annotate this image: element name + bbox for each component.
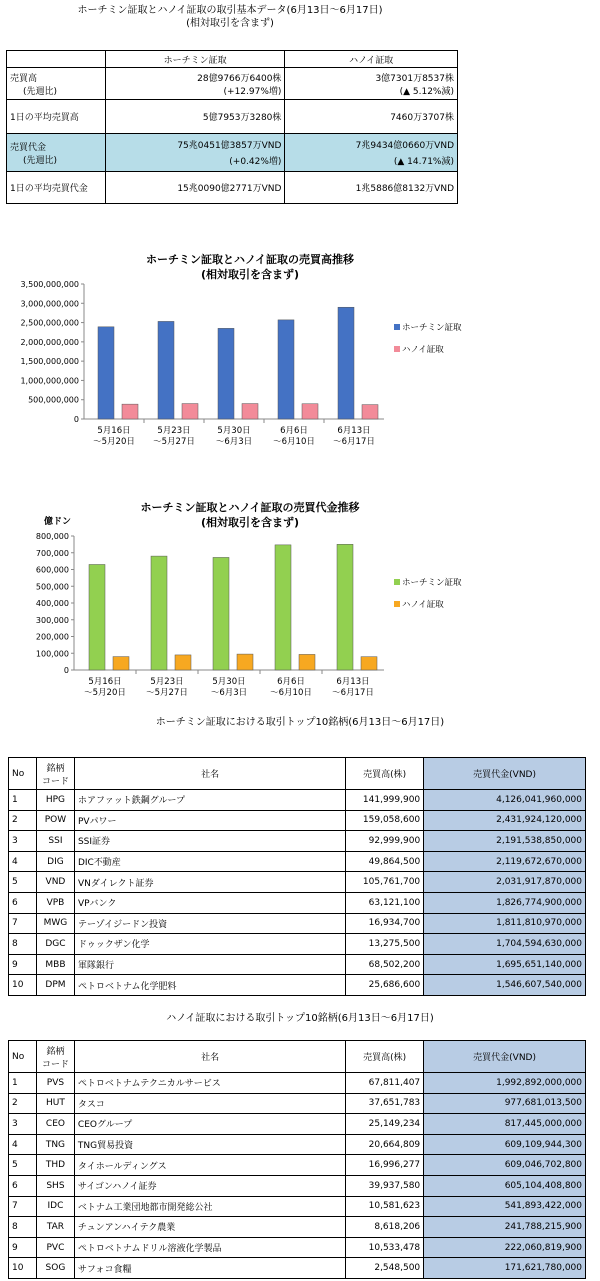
x-tick-label: 5月16日 [97,426,131,436]
summary-cell [285,134,458,172]
summary-row-label [7,100,106,134]
cell-volume: 8,618,206 [346,1217,424,1238]
cell-no: 10 [9,975,37,996]
table-row [9,1258,586,1279]
summary-cell-main: 3億7301万8537株 [375,73,454,84]
y-tick-label: 3,000,000,000 [20,299,79,309]
y-tick-label: 0 [63,666,69,675]
cell-no: 4 [9,851,37,872]
cell-no: 4 [9,1134,37,1155]
summary-row-label-main: 売買代金 [10,142,47,153]
header-cell [74,758,345,790]
cell-code: IDC [36,1196,74,1217]
cell-no: 6 [9,1175,37,1196]
bar-hcm [213,557,229,670]
cell-value: 1,826,774,900,000 [424,892,586,913]
table-row [9,1175,586,1196]
cell-value: 817,445,000,000 [424,1114,586,1135]
summary-cell [285,172,458,204]
x-tick-label: 〜5月20日 [84,688,126,698]
x-tick-label: 〜6月17日 [333,437,375,447]
header-label: 売買高(株) [363,1053,407,1063]
header-cell [346,758,424,790]
legend-label: ハノイ証取 [402,345,444,355]
cell-volume: 68,502,200 [346,954,424,975]
summary-cell-main: 7460万3707株 [390,113,454,123]
cell-code: MBB [36,954,74,975]
cell-name: ベトナム工業団地都市開発総公社 [74,1196,345,1217]
y-axis-label: 億ドン [44,517,72,527]
header-label: コード [41,1059,69,1070]
chart2-subtitle: (相対取引を含まず) [200,516,300,529]
cell-no: 8 [9,1217,37,1238]
cell-name: タスコ [74,1093,345,1114]
cell-volume: 13,275,500 [346,934,424,955]
y-tick-label: 2,000,000,000 [20,337,79,347]
cell-code: POW [36,810,74,831]
y-tick-label: 500,000,000 [28,395,79,405]
cell-no: 7 [9,913,37,934]
legend-label: ホーチミン証取 [402,323,462,333]
summary-cell-sub: (+0.42%増) [229,157,282,167]
x-tick-label: 〜5月20日 [93,437,135,447]
header-label: No [12,768,25,779]
cell-value: 1,695,651,140,000 [424,954,586,975]
hcm-top10-title: ホーチミン証取における取引トップ10銘柄(6月13日〜6月17日) [155,717,445,728]
table-row [9,872,586,893]
cell-volume: 16,996,277 [346,1155,424,1176]
summary-col-hcm: ホーチミン証取 [105,51,285,68]
summary-cell [105,68,285,100]
value-chart [0,508,600,708]
y-tick-label: 0 [73,415,79,424]
y-tick-label: 700,000 [35,548,69,558]
table-row [9,934,586,955]
x-tick-label: 6月6日 [280,426,308,436]
x-tick-label: 〜6月3日 [215,437,253,447]
cell-code: DGC [36,934,74,955]
header-label: 売買高(株) [363,770,407,780]
header-cell [36,1041,74,1073]
chart1-title: ホーチミン証取とハノイ証取の売買高推移 [145,253,354,266]
header-cell [424,1041,586,1073]
x-tick-label: 〜6月3日 [210,688,248,698]
cell-no: 9 [9,954,37,975]
summary-cell-main: 5億7953万3280株 [202,113,282,123]
cell-volume: 105,761,700 [346,872,424,893]
y-tick-label: 2,500,000,000 [20,318,79,328]
cell-value: 2,191,538,850,000 [424,831,586,852]
cell-name: VNダイレクト証券 [74,872,345,893]
cell-code: DPM [36,975,74,996]
cell-no: 8 [9,934,37,955]
cell-value: 609,109,944,300 [424,1134,586,1155]
cell-name: チュンアンハイテク農業 [74,1217,345,1238]
table-row [9,810,586,831]
table-row [9,1134,586,1155]
x-tick-label: 〜5月27日 [153,437,195,447]
header-cell [74,1041,345,1073]
cell-no: 9 [9,1237,37,1258]
summary-cell-sub: (▲ 5.12%減) [399,86,454,97]
cell-volume: 49,864,500 [346,851,424,872]
header-cell [9,758,37,790]
summary-cell-main: 75兆0451億3857万VND [177,141,282,151]
header-label: No [12,1051,25,1062]
table-row [9,831,586,852]
table-row [9,975,586,996]
header-label: 社名 [201,770,220,780]
cell-volume: 25,686,600 [346,975,424,996]
header-label: コード [41,776,69,787]
chart1-subtitle: (相対取引を含まず) [200,268,300,281]
cell-no: 5 [9,1155,37,1176]
hn-top10-table [8,1040,586,1279]
cell-code: SOG [36,1258,74,1279]
x-tick-label: 5月23日 [157,426,191,436]
header-label: 社名 [201,1053,220,1063]
cell-value: 171,621,780,000 [424,1258,586,1279]
cell-no: 2 [9,1093,37,1114]
cell-name: CEOグループ [74,1114,345,1135]
summary-cell [105,134,285,172]
bar-hcm [158,321,174,419]
cell-value: 1,992,892,000,000 [424,1073,586,1094]
header-label: 売買代金(VND) [473,770,536,780]
table-row [9,1196,586,1217]
summary-cell-main: 7兆9434億0660万VND [355,141,454,151]
summary-cell-sub: (+12.97%増) [223,86,282,97]
cell-no: 2 [9,810,37,831]
x-tick-label: 6月6日 [277,677,305,687]
table-row [9,954,586,975]
summary-row-label [7,172,106,204]
cell-value: 2,031,917,870,000 [424,872,586,893]
cell-no: 1 [9,790,37,811]
cell-value: 241,788,215,900 [424,1217,586,1238]
cell-name: VPバンク [74,892,345,913]
report-title-line2: (相対取引を含まず) [186,18,274,29]
legend-swatch [394,346,400,352]
bar-hcm [275,545,291,670]
cell-value: 1,811,810,970,000 [424,913,586,934]
summary-row-label-sub: (先週比) [22,155,58,166]
table-row [9,1093,586,1114]
table-row [9,1237,586,1258]
y-tick-label: 600,000 [35,565,69,575]
header-label: 銘柄 [46,763,65,774]
table-row [9,1217,586,1238]
bar-hcm [218,328,234,419]
summary-col-hn: ハノイ証取 [285,51,458,68]
summary-row-label-main: 売買高 [10,73,38,84]
cell-code: PVS [36,1073,74,1094]
header-cell [9,1041,37,1073]
cell-code: CEO [36,1114,74,1135]
legend-swatch [394,579,400,585]
y-tick-label: 400,000 [35,599,69,608]
bar-hcm [337,544,353,670]
cell-value: 609,046,702,800 [424,1155,586,1176]
report-title [0,4,460,30]
bar-hn [113,657,129,670]
cell-name: DIC不動産 [74,851,345,872]
bar-hn [237,654,253,670]
x-tick-label: 〜5月27日 [146,688,188,698]
chart2-title: ホーチミン証取とハノイ証取の売買代金推移 [140,501,360,514]
hcm-top10-table [8,757,586,996]
cell-volume: 141,999,900 [346,790,424,811]
cell-code: SSI [36,831,74,852]
summary-cell [105,172,285,204]
summary-row-label [7,68,106,100]
bar-hcm [98,327,114,419]
header-label: 売買代金(VND) [473,1053,536,1063]
cell-code: HPG [36,790,74,811]
cell-name: TNG貿易投資 [74,1134,345,1155]
hn-top10-title: ハノイ証取における取引トップ10銘柄(6月13日〜6月17日) [166,1013,434,1024]
y-tick-label: 1,000,000,000 [20,376,79,386]
cell-volume: 10,581,623 [346,1196,424,1217]
cell-no: 6 [9,892,37,913]
cell-volume: 67,811,407 [346,1073,424,1094]
bar-hcm [89,564,105,670]
cell-code: MWG [36,913,74,934]
summary-cell-main: 28億9766万6400株 [197,73,282,84]
summary-row-label-main: 1日の平均売買高 [10,113,79,123]
bar-hcm [338,307,354,419]
report-title-line1: ホーチミン証取とハノイ証取の取引基本データ(6月13日〜6月17日) [77,5,383,16]
cell-no: 1 [9,1073,37,1094]
y-tick-label: 1,500,000,000 [20,357,79,367]
y-tick-label: 3,500,000,000 [20,280,79,289]
cell-value: 977,681,013,500 [424,1093,586,1114]
header-cell [36,758,74,790]
cell-name: ホアファット鉄鋼グループ [74,790,345,811]
cell-no: 3 [9,831,37,852]
cell-value: 605,104,408,800 [424,1175,586,1196]
cell-code: SHS [36,1175,74,1196]
header-cell [424,758,586,790]
volume-chart [0,278,600,468]
summary-cell [105,100,285,134]
x-tick-label: 5月23日 [150,677,184,687]
summary-row-label-main: 1日の平均売買代金 [10,184,88,194]
x-tick-label: 〜6月10日 [270,688,312,698]
bar-hn [361,657,377,670]
x-tick-label: 〜6月10日 [273,437,315,447]
bar-hn [362,405,378,419]
y-tick-label: 300,000 [35,615,69,625]
summary-row-label-sub: (先週比) [22,86,58,97]
bar-hn [302,404,318,419]
y-tick-label: 500,000 [35,582,69,592]
cell-name: サフォコ食糧 [74,1258,345,1279]
table-row [9,790,586,811]
summary-cell [285,68,458,100]
cell-name: ペトロベトナムドリル溶液化学製品 [74,1237,345,1258]
table-row [9,892,586,913]
table-row [9,1114,586,1135]
cell-name: 軍隊銀行 [74,954,345,975]
header-label: 銘柄 [46,1046,65,1057]
x-tick-label: 〜6月17日 [332,688,374,698]
cell-value: 541,893,422,000 [424,1196,586,1217]
cell-code: TNG [36,1134,74,1155]
y-tick-label: 800,000 [35,532,69,541]
bar-hcm [151,556,167,670]
cell-volume: 10,533,478 [346,1237,424,1258]
legend-swatch [394,324,400,330]
bar-hn [175,655,191,670]
summary-table [6,50,458,204]
legend-label: ホーチミン証取 [402,578,462,588]
y-tick-label: 200,000 [35,632,69,642]
cell-code: PVC [36,1237,74,1258]
table-row [9,913,586,934]
cell-name: SSI証券 [74,831,345,852]
bar-hcm [278,320,294,419]
cell-volume: 2,548,500 [346,1258,424,1279]
cell-name: ドゥックザン化学 [74,934,345,955]
cell-value: 2,119,672,670,000 [424,851,586,872]
table-row [9,1073,586,1094]
cell-name: ペトロベトナムテクニカルサービス [74,1073,345,1094]
cell-value: 2,431,924,120,000 [424,810,586,831]
cell-no: 7 [9,1196,37,1217]
bar-hn [122,404,138,419]
cell-name: サイゴンハノイ証券 [74,1175,345,1196]
cell-volume: 20,664,809 [346,1134,424,1155]
cell-code: HUT [36,1093,74,1114]
summary-cell-main: 15兆0090億2771万VND [177,184,282,194]
summary-corner [7,51,106,68]
summary-cell-main: 1兆5886億8132万VND [355,184,454,194]
table-row [9,851,586,872]
cell-code: VPB [36,892,74,913]
bar-hn [182,404,198,419]
bar-hn [299,654,315,670]
cell-name: ペトロベトナム化学肥料 [74,975,345,996]
cell-no: 3 [9,1114,37,1135]
cell-name: タイホールディングス [74,1155,345,1176]
summary-cell [285,100,458,134]
cell-volume: 39,937,580 [346,1175,424,1196]
cell-volume: 16,934,700 [346,913,424,934]
cell-code: VND [36,872,74,893]
cell-value: 1,546,607,540,000 [424,975,586,996]
cell-no: 5 [9,872,37,893]
summary-row-label [7,134,106,172]
cell-value: 222,060,819,900 [424,1237,586,1258]
summary-cell-sub: (▲ 14.71%減) [393,157,454,167]
cell-volume: 63,121,100 [346,892,424,913]
x-tick-label: 5月16日 [88,677,122,687]
cell-volume: 37,651,783 [346,1093,424,1114]
cell-value: 1,704,594,630,000 [424,934,586,955]
x-tick-label: 5月30日 [212,677,246,687]
cell-code: TAR [36,1217,74,1238]
cell-name: PVパワー [74,810,345,831]
cell-no: 10 [9,1258,37,1279]
header-cell [346,1041,424,1073]
cell-code: THD [36,1155,74,1176]
cell-volume: 159,058,600 [346,810,424,831]
x-tick-label: 6月13日 [337,426,371,436]
cell-code: DIG [36,851,74,872]
cell-volume: 25,149,234 [346,1114,424,1135]
bar-hn [242,404,258,419]
x-tick-label: 6月13日 [336,677,370,687]
y-tick-label: 100,000 [35,649,69,659]
cell-volume: 92,999,900 [346,831,424,852]
table-row [9,1155,586,1176]
legend-swatch [394,601,400,607]
cell-name: テーゾイジードン投資 [74,913,345,934]
legend-label: ハノイ証取 [402,600,444,610]
x-tick-label: 5月30日 [217,426,251,436]
cell-value: 4,126,041,960,000 [424,790,586,811]
